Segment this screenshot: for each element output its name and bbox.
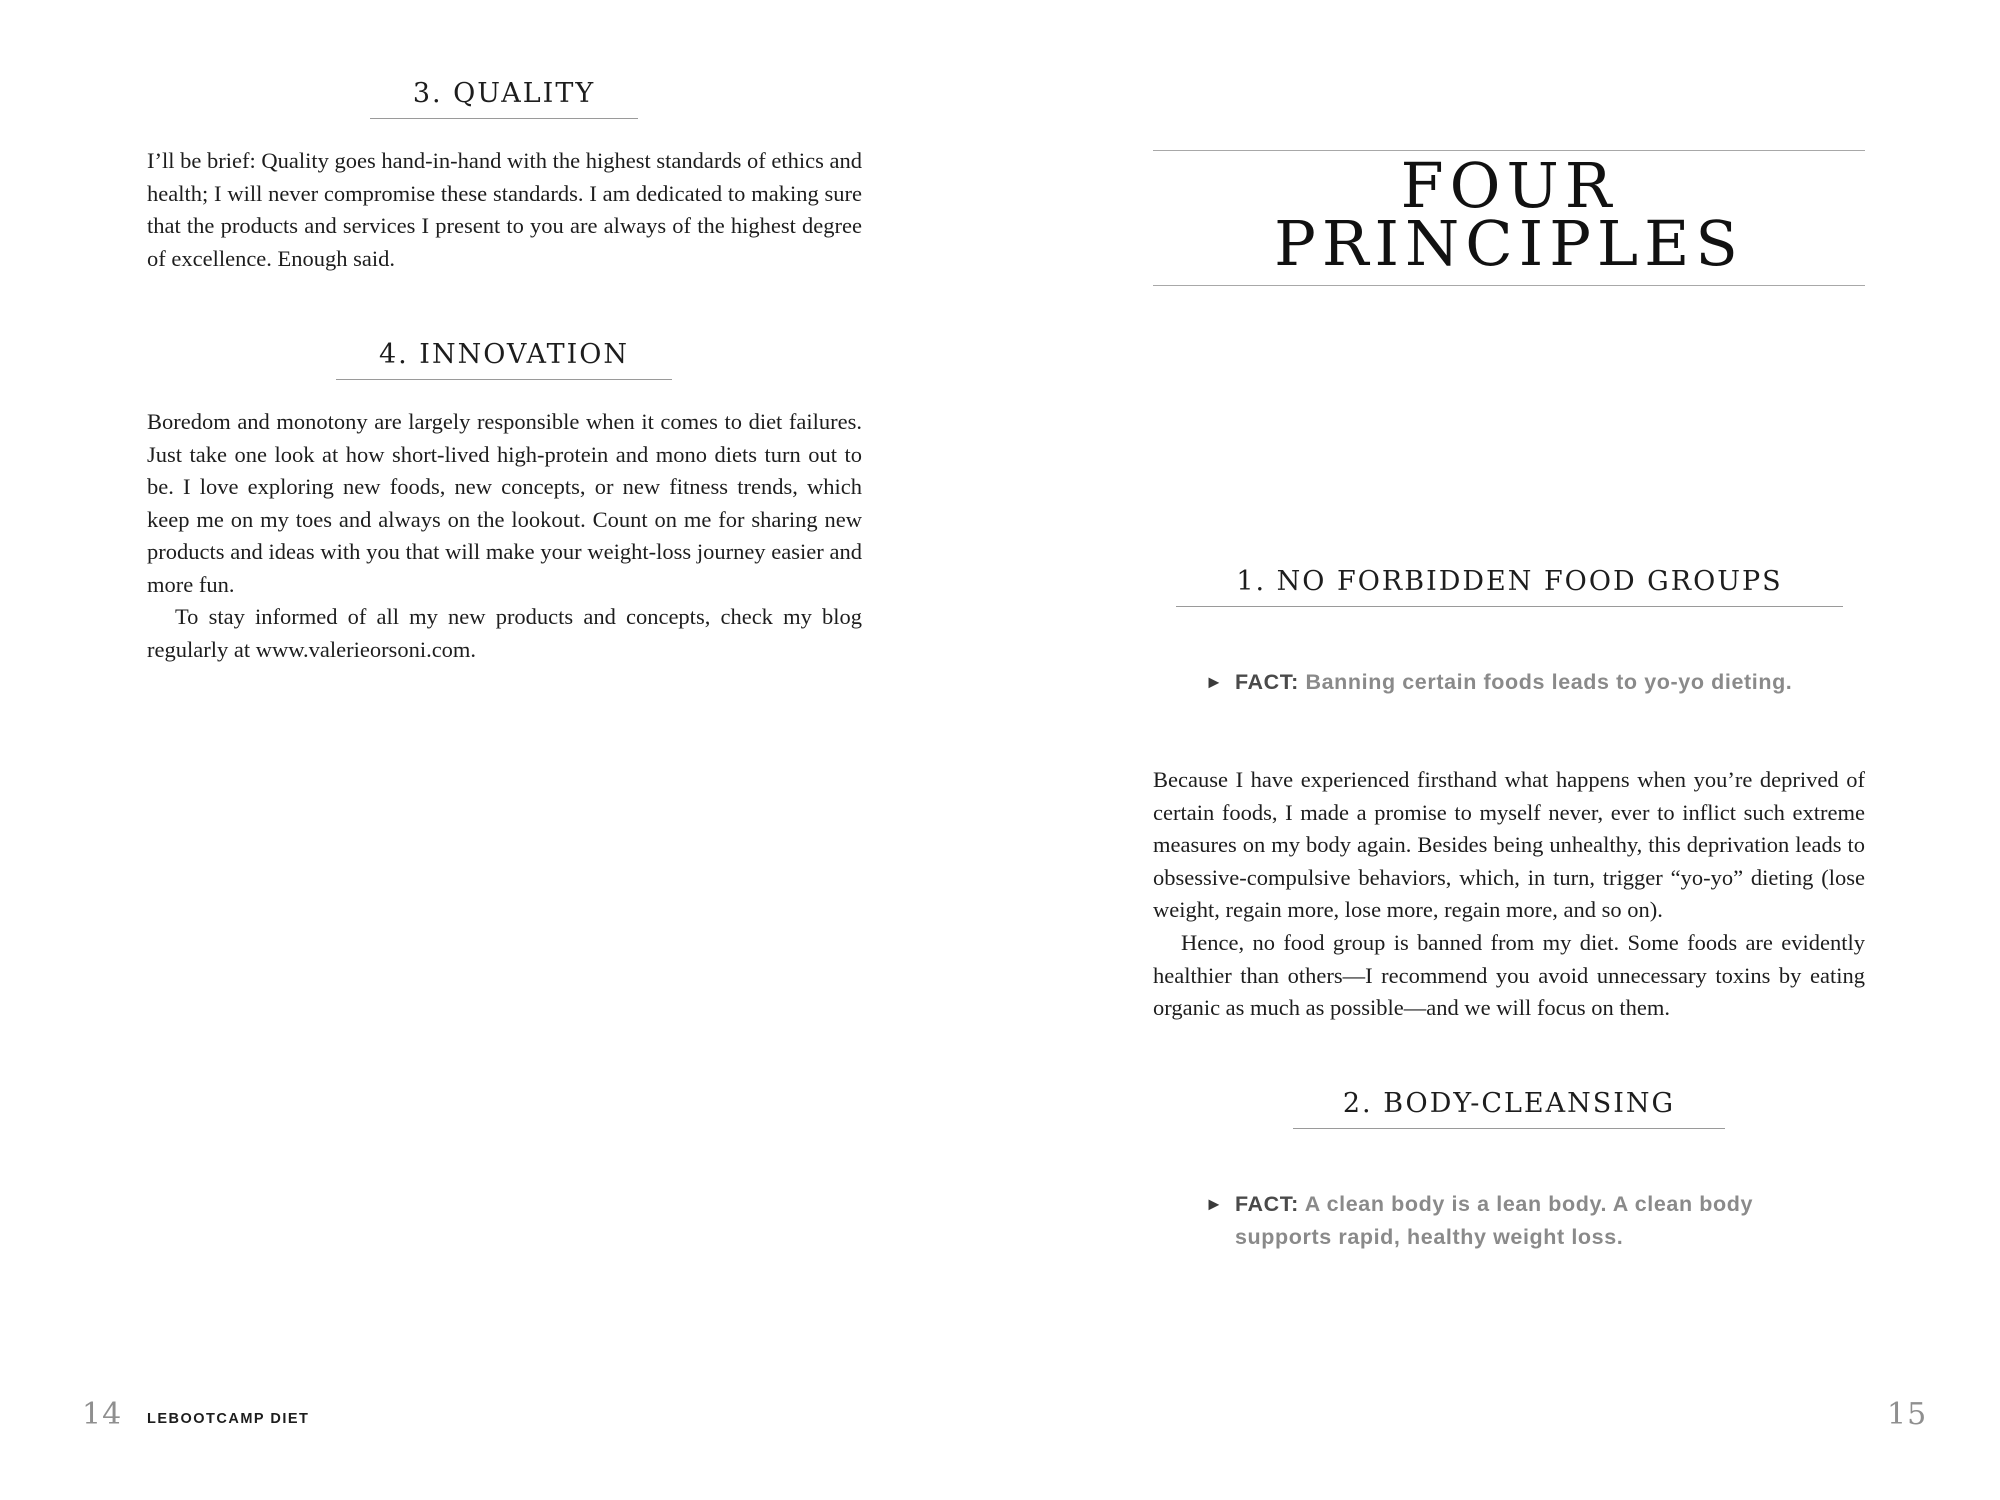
section-heading-innovation: 4. INNOVATION (336, 339, 672, 380)
chapter-title-line-2: PRINCIPLES (1274, 207, 1744, 280)
section-heading-no-forbidden-food-groups: 1. NO FORBIDDEN FOOD GROUPS (1176, 566, 1843, 607)
quality-paragraph: I’ll be brief: Quality goes hand-in-hand with the highest standards of ethics and health; I will never compromise these standards. I am dedicated to making sure that the products and services I present to you are always of the highest degree of excellence. Enough said. (147, 148, 862, 271)
triangle-bullet-icon: ► (1205, 1194, 1224, 1214)
innovation-paragraph-2: To stay informed of all my new products and concepts, check my blog regularly at www.valerieorsoni.com. (147, 604, 862, 662)
section-heading-quality: 3. QUALITY (370, 78, 638, 119)
page-number-right: 15 (1887, 1397, 1928, 1432)
fact-callout-1 (1205, 666, 1795, 699)
innovation-paragraph-1: Boredom and monotony are largely responsible when it comes to diet failures. Just take one look at how short-lived high-protein and mono diets turn out to be. I love exploring new foods, new concepts, or new fitness trends, which keep me on my toes and always on the lookout. Count on me for sharing new products and ideas with you that will make your weight-loss journey easier and more fun. (147, 409, 862, 597)
fact-label: FACT: (1235, 1192, 1305, 1216)
triangle-bullet-icon: ► (1205, 672, 1224, 692)
no-forbidden-paragraph-2: Hence, no food group is banned from my diet. Some foods are evidently healthier than others—I recommend you avoid unnecessary toxins by eating organic as much as possible—and we will focus on them. (1153, 930, 1865, 1020)
no-forbidden-paragraph-1: Because I have experienced firsthand what happens when you’re deprived of certain foods, I made a promise to myself never, ever to inflict such extreme measures on my body again. Besides being unhealthy, this deprivation leads to obsessive-compulsive behaviors, which, in turn, trigger “yo-yo” dieting (lose weight, regain more, lose more, regain more, and so on). (1153, 767, 1865, 922)
fact-callout-2 (1205, 1188, 1795, 1253)
fact-label: FACT: (1235, 670, 1306, 694)
section-heading-body-cleansing: 2. BODY-CLEANSING (1293, 1088, 1725, 1129)
chapter-title-line-1: FOUR (1400, 149, 1618, 222)
fact-text: A clean body is a lean body. A clean body supports rapid, healthy weight loss. (1235, 1192, 1754, 1249)
running-head: LEBOOTCAMP DIET (147, 1411, 310, 1427)
page-number-left: 14 (82, 1397, 123, 1432)
right-page (1000, 0, 2000, 1500)
chapter-title (1153, 150, 1865, 286)
fact-text: Banning certain foods leads to yo-yo dieting. (1305, 670, 1793, 694)
